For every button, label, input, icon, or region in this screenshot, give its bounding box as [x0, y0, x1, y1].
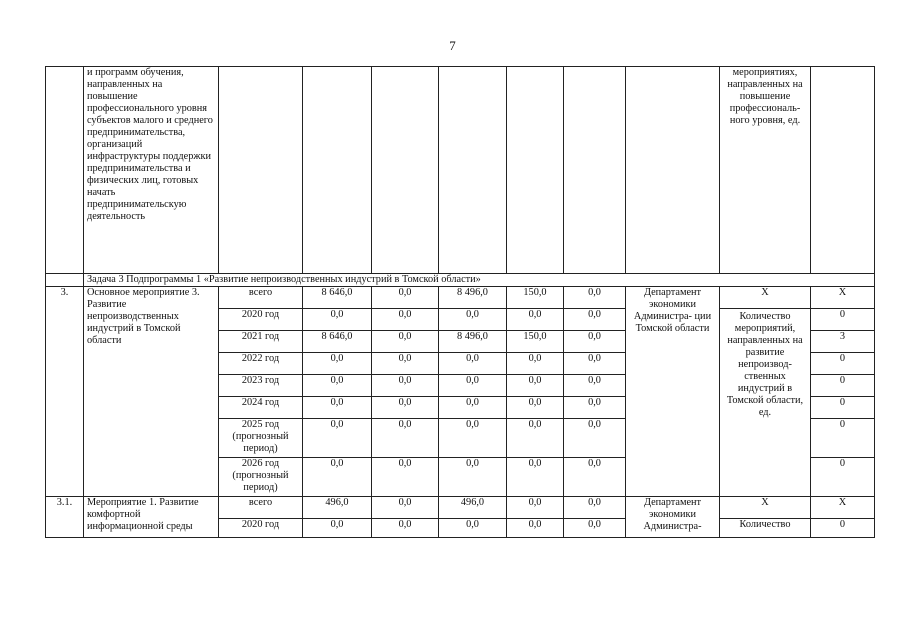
- value-cell: 0,0: [303, 375, 372, 397]
- cell-empty: [46, 67, 84, 274]
- value-cell: 0,0: [507, 458, 564, 497]
- value-cell: 0,0: [564, 309, 626, 331]
- value-cell: 0,0: [507, 375, 564, 397]
- period-cell: всего: [219, 497, 303, 519]
- target-cell: 0: [811, 375, 875, 397]
- indicator-x: Х: [720, 497, 811, 519]
- value-cell: 0,0: [439, 375, 507, 397]
- value-cell: 0,0: [564, 375, 626, 397]
- table-row: [46, 287, 875, 309]
- value-cell: 0,0: [507, 353, 564, 375]
- value-cell: 0,0: [372, 497, 439, 519]
- period-cell: 2020 год: [219, 519, 303, 538]
- target-cell: 0: [811, 397, 875, 419]
- value-cell: 0,0: [303, 519, 372, 538]
- executor-cell: Департамент экономики Администра- ции Томской области: [626, 287, 720, 497]
- page-number: 7: [449, 38, 456, 53]
- cell-empty: [303, 67, 372, 274]
- period-cell: 2026 год (прогнозный период): [219, 458, 303, 497]
- value-cell: 496,0: [439, 497, 507, 519]
- indicator-name: Количество: [720, 519, 811, 538]
- value-cell: 0,0: [507, 519, 564, 538]
- cell-empty: [439, 67, 507, 274]
- period-cell: 2025 год (прогнозный период): [219, 419, 303, 458]
- indicator-x: Х: [720, 287, 811, 309]
- value-cell: 496,0: [303, 497, 372, 519]
- value-cell: 0,0: [372, 458, 439, 497]
- value-cell: 0,0: [439, 458, 507, 497]
- task-heading: Задача 3 Подпрограммы 1 «Развитие непроизводственных индустрий в Томской области»: [84, 274, 875, 287]
- target-cell: 0: [811, 519, 875, 538]
- cell-empty: [626, 67, 720, 274]
- value-cell: 0,0: [564, 419, 626, 458]
- continuation-name: и программ обучения, направленных на повышение профессионального уровня субъектов малого и среднего предпринимательства, организаций инфраструктуры поддержки предпринимательства и физических лиц, готовых начать предпринимательскую деятельность: [84, 67, 219, 274]
- table-row: [46, 497, 875, 519]
- target-cell: 0: [811, 353, 875, 375]
- continuation-indicator: мероприятиях, направленных на повышение профессиональ- ного уровня, ед.: [720, 67, 811, 274]
- value-cell: 0,0: [372, 375, 439, 397]
- value-cell: 150,0: [507, 287, 564, 309]
- cell-empty: [219, 67, 303, 274]
- item-number: 3.1.: [46, 497, 84, 538]
- cell-empty: [507, 67, 564, 274]
- value-cell: 0,0: [372, 519, 439, 538]
- value-cell: 0,0: [372, 287, 439, 309]
- value-cell: 0,0: [507, 497, 564, 519]
- value-cell: 0,0: [564, 519, 626, 538]
- value-cell: 0,0: [372, 331, 439, 353]
- target-cell: 0: [811, 458, 875, 497]
- target-cell: 3: [811, 331, 875, 353]
- cell-empty: [46, 274, 84, 287]
- program-table: [45, 66, 875, 538]
- value-cell: 0,0: [372, 397, 439, 419]
- value-cell: 0,0: [564, 353, 626, 375]
- value-cell: 0,0: [564, 287, 626, 309]
- item-number: 3.: [46, 287, 84, 497]
- cell-empty: [811, 67, 875, 274]
- value-cell: 8 496,0: [439, 331, 507, 353]
- value-cell: 0,0: [372, 353, 439, 375]
- value-cell: 0,0: [303, 419, 372, 458]
- value-cell: 0,0: [439, 519, 507, 538]
- value-cell: 0,0: [564, 458, 626, 497]
- value-cell: 0,0: [507, 397, 564, 419]
- value-cell: 0,0: [303, 353, 372, 375]
- value-cell: 150,0: [507, 331, 564, 353]
- value-cell: 0,0: [439, 419, 507, 458]
- period-cell: всего: [219, 287, 303, 309]
- value-cell: 0,0: [564, 397, 626, 419]
- executor-cell: Департамент экономики Администра-: [626, 497, 720, 538]
- target-cell: Х: [811, 287, 875, 309]
- period-cell: 2024 год: [219, 397, 303, 419]
- target-cell: 0: [811, 309, 875, 331]
- table-row: [46, 67, 875, 274]
- value-cell: 0,0: [372, 309, 439, 331]
- value-cell: 0,0: [439, 309, 507, 331]
- value-cell: 0,0: [372, 419, 439, 458]
- period-cell: 2023 год: [219, 375, 303, 397]
- value-cell: 0,0: [507, 309, 564, 331]
- value-cell: 8 646,0: [303, 331, 372, 353]
- value-cell: 0,0: [303, 397, 372, 419]
- value-cell: 8 646,0: [303, 287, 372, 309]
- value-cell: 0,0: [303, 309, 372, 331]
- period-cell: 2022 год: [219, 353, 303, 375]
- value-cell: 0,0: [439, 353, 507, 375]
- value-cell: 0,0: [303, 458, 372, 497]
- cell-empty: [372, 67, 439, 274]
- item-name: Основное мероприятие 3. Развитие непроизводственных индустрий в Томской области: [84, 287, 219, 497]
- value-cell: 0,0: [507, 419, 564, 458]
- indicator-name: Количество мероприятий, направленных на развитие непроизвод- ственных индустрий в Томской области, ед.: [720, 309, 811, 497]
- target-cell: 0: [811, 419, 875, 458]
- value-cell: 8 496,0: [439, 287, 507, 309]
- value-cell: 0,0: [564, 497, 626, 519]
- period-cell: 2021 год: [219, 331, 303, 353]
- item-name: Мероприятие 1. Развитие комфортной информационной среды: [84, 497, 219, 538]
- value-cell: 0,0: [564, 331, 626, 353]
- table-row: [46, 274, 875, 287]
- value-cell: 0,0: [439, 397, 507, 419]
- cell-empty: [564, 67, 626, 274]
- period-cell: 2020 год: [219, 309, 303, 331]
- target-cell: Х: [811, 497, 875, 519]
